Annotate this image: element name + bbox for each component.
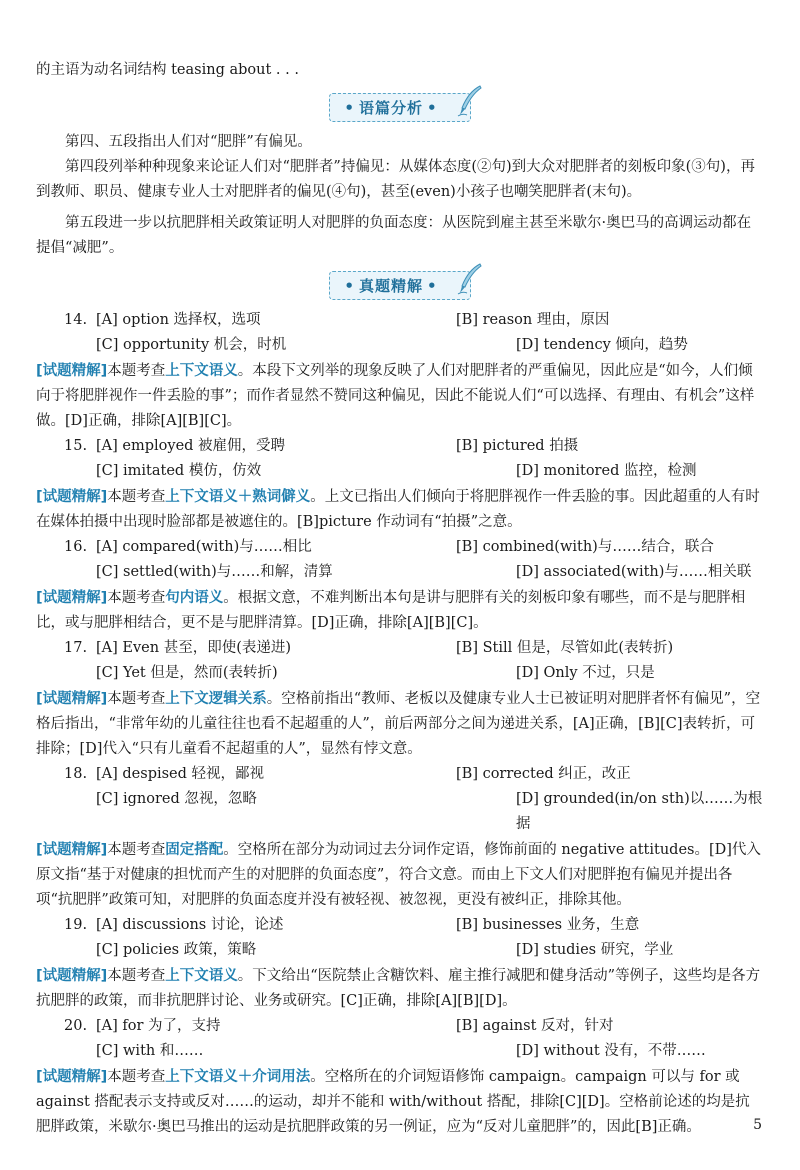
option-b: [B] Still 但是，尽管如此(表转折) [456, 640, 674, 656]
answers-heading: 真题精解 [358, 277, 423, 295]
explanation: [试题精解]本题考查上下文逻辑关系。空格前指出“教师、老板以及健康专业人士已被证明对肥胖者怀有偏见”，空格后指出，“非常年幼的儿童往往也看不起超重的人”，前后两部分之间为递进关系，[A]正确，[B][C]表转折，可排除；[D]代入“只有儿童看不起超重的人”，显然有悖文意。 [36, 690, 761, 757]
option-a: [A] despised 轻视，鄙视 [96, 766, 265, 782]
question-16: 16. [A] compared(with)与……相比 [B] combined(with)与……结合，联合 [C] settled(with)与……和解，清算 [D] associated(with)与……相关联 [试题精解]本题考查句内语义。根据文意，不难判断出本句是讲与肥胖有关的刻板印象有哪些，而不是与肥胖相比，或与肥胖相结合，更不是与肥胖清算。[D]正确，排除[A][B][C]。 [36, 535, 764, 636]
analysis-paragraph-2: 第四段列举种种现象来论证人们对“肥胖者”持偏见：从媒体态度(②句)到大众对肥胖者的刻板印象(③句)，再到教师、职员、健康专业人士对肥胖者的偏见(④句)，甚至(even)小孩子也嘲笑肥胖者(末句)。 [36, 159, 755, 200]
page-content [36, 58, 764, 1140]
question-14: 14. [A] option 选择权，选项 [B] reason 理由，原因 [C] opportunity 机会，时机 [D] tendency 倾向，趋势 [试题精解]本题考查上下文语义。本段下文列举的现象反映了人们对肥胖者的严重偏见，因此应是“如今，人们倾向于将肥胖视作一件丢脸的事”；而作者显然不赞同这种偏见，因此不能说人们“可以选择、有理由、有机会”这样做。[D]正确，排除[A][B][C]。 [36, 308, 764, 434]
option-b: [B] corrected 纠正，改正 [456, 766, 631, 782]
answers-banner: • 真题精解 • [329, 271, 470, 300]
page-number: 5 [753, 1117, 762, 1133]
option-d: [D] monitored 监控，检测 [516, 463, 697, 479]
option-d: [D] grounded(in/on sth)以……为根据 [516, 791, 763, 832]
option-b: [B] reason 理由，原因 [456, 312, 610, 328]
analysis-paragraph-3: 第五段进一步以抗肥胖相关政策证明人对肥胖的负面态度：从医院到雇主甚至米歇尔·奥巴马的高调运动都在提倡“减肥”。 [36, 215, 752, 256]
question-15: 15. [A] employed 被雇佣，受聘 [B] pictured 拍摄 [C] imitated 模仿，仿效 [D] monitored 监控，检测 [试题精解]本题考查上下文语义＋熟词僻义。上文已指出人们倾向于将肥胖视作一件丢脸的事。因此超重的人有时在媒体拍摄中出现时脸部都是被遮住的。[B]picture 作动词有“拍摄”之意。 [36, 434, 764, 535]
explanation: [试题精解]本题考查上下文语义＋熟词僻义。上文已指出人们倾向于将肥胖视作一件丢脸的事。因此超重的人有时在媒体拍摄中出现时脸部都是被遮住的。[B]picture 作动词有“拍摄”之意。 [36, 488, 760, 530]
quill-pen-icon [454, 262, 484, 296]
option-c: [C] opportunity 机会，时机 [96, 337, 287, 353]
explanation: [试题精解]本题考查上下文语义。本段下文列举的现象反映了人们对肥胖者的严重偏见，因此应是“如今，人们倾向于将肥胖视作一件丢脸的事”；而作者显然不赞同这种偏见，因此不能说人们“可以选择、有理由、有机会”这样做。[D]正确，排除[A][B][C]。 [36, 362, 755, 429]
question-17: 17. [A] Even 甚至，即使(表递进) [B] Still 但是，尽管如此(表转折) [C] Yet 但是，然而(表转折) [D] Only 不过，只是 [试题精解]本题考查上下文逻辑关系。空格前指出“教师、老板以及健康专业人士已被证明对肥胖者怀有偏见”，空格后指出，“非常年幼的儿童往往也看不起超重的人”，前后两部分之间为递进关系，[A]正确，[B][C]表转折，可排除；[D]代入“只有儿童看不起超重的人”，显然有悖文意。 [36, 636, 764, 762]
answers-section-header [36, 271, 764, 300]
question-19: 19. [A] discussions 讨论，论述 [B] businesses 业务，生意 [C] policies 政策，策略 [D] studies 研究，学业 [试题精解]本题考查上下文语义。下文给出“医院禁止含糖饮料、雇主推行减肥和健身活动”等例子，这些均是各方抗肥胖的政策，而非抗肥胖讨论、业务或研究。[C]正确，排除[A][B][D]。 [36, 913, 764, 1014]
option-b: [B] businesses 业务，生意 [456, 917, 640, 933]
option-c: [C] policies 政策，策略 [96, 942, 257, 958]
option-c: [C] ignored 忽视，忽略 [96, 791, 257, 807]
option-a: [A] employed 被雇佣，受聘 [96, 438, 286, 454]
option-b: [B] against 反对，针对 [456, 1018, 614, 1034]
option-d: [D] without 没有，不带…… [516, 1043, 706, 1059]
intro-line: 的主语为动名词结构 teasing about . . . [36, 62, 299, 78]
option-a: [A] option 选择权，选项 [96, 312, 261, 328]
analysis-heading: 语篇分析 [358, 99, 423, 117]
option-d: [D] Only 不过，只是 [516, 665, 655, 681]
explanation: [试题精解]本题考查句内语义。根据文意，不难判断出本句是讲与肥胖有关的刻板印象有哪些，而不是与肥胖相比，或与肥胖相结合，更不是与肥胖清算。[D]正确，排除[A][B][C]。 [36, 589, 746, 631]
option-c: [C] imitated 模仿，仿效 [96, 463, 262, 479]
option-d: [D] tendency 倾向，趋势 [516, 337, 688, 353]
option-a: [A] Even 甚至，即使(表递进) [96, 640, 292, 656]
option-d: [D] associated(with)与……相关联 [516, 564, 752, 580]
option-d: [D] studies 研究，学业 [516, 942, 674, 958]
option-b: [B] combined(with)与……结合，联合 [456, 539, 714, 555]
question-18: 18. [A] despised 轻视，鄙视 [B] corrected 纠正，改正 [C] ignored 忽视，忽略 [D] grounded(in/on sth)以……为根据 [试题精解]本题考查固定搭配。空格所在部分为动词过去分词作定语，修饰前面的 negative attitudes。[D]代入原文指“基于对健康的担忧而产生的对肥胖的负面态度”，符合文意。而由上下文人们对肥胖抱有偏见并提出各项“抗肥胖”政策可知，对肥胖的负面态度并没有被轻视、被忽视，更没有被纠正，排除其他。 [36, 762, 764, 913]
option-c: [C] with 和…… [96, 1043, 204, 1059]
explanation: [试题精解]本题考查固定搭配。空格所在部分为动词过去分词作定语，修饰前面的 negative attitudes。[D]代入原文指“基于对健康的担忧而产生的对肥胖的负面态度”，符合文意。而由上下文人们对肥胖抱有偏见并提出各项“抗肥胖”政策可知，对肥胖的负面态度并没有被轻视、被忽视，更没有被纠正，排除其他。 [36, 841, 761, 908]
question-20: 20. [A] for 为了，支持 [B] against 反对，针对 [C] with 和…… [D] without 没有，不带…… [试题精解]本题考查上下文语义＋介词用法。空格所在的介词短语修饰 campaign。campaign 可以与 for 或 against 搭配表示支持或反对……的运动，却并不能和 with/without 搭配，排除[C][D]。空格前论述的均是抗肥胖政策，米歇尔·奥巴马推出的运动是抗肥胖政策的另一例证，应为“反对儿童肥胖”的，因此[B]正确。 [36, 1014, 764, 1140]
analysis-banner: • 语篇分析 • [329, 93, 470, 122]
quill-pen-icon [454, 84, 484, 118]
analysis-paragraph-1: 第四、五段指出人们对“肥胖”有偏见。 [65, 134, 312, 150]
option-b: [B] pictured 拍摄 [456, 438, 579, 454]
option-c: [C] settled(with)与……和解，清算 [96, 564, 333, 580]
analysis-section-header [36, 93, 764, 122]
option-c: [C] Yet 但是，然而(表转折) [96, 665, 278, 681]
option-a: [A] for 为了，支持 [96, 1018, 221, 1034]
explanation: [试题精解]本题考查上下文语义。下文给出“医院禁止含糖饮料、雇主推行减肥和健身活动”等例子，这些均是各方抗肥胖的政策，而非抗肥胖讨论、业务或研究。[C]正确，排除[A][B][D]。 [36, 967, 761, 1009]
option-a: [A] discussions 讨论，论述 [96, 917, 284, 933]
explanation: [试题精解]本题考查上下文语义＋介词用法。空格所在的介词短语修饰 campaign。campaign 可以与 for 或 against 搭配表示支持或反对……的运动，却并不能和 with/without 搭配，排除[C][D]。空格前论述的均是抗肥胖政策，米歇尔·奥巴马推出的运动是抗肥胖政策的另一例证，应为“反对儿童肥胖”的，因此[B]正确。 [36, 1068, 750, 1135]
option-a: [A] compared(with)与……相比 [96, 539, 312, 555]
